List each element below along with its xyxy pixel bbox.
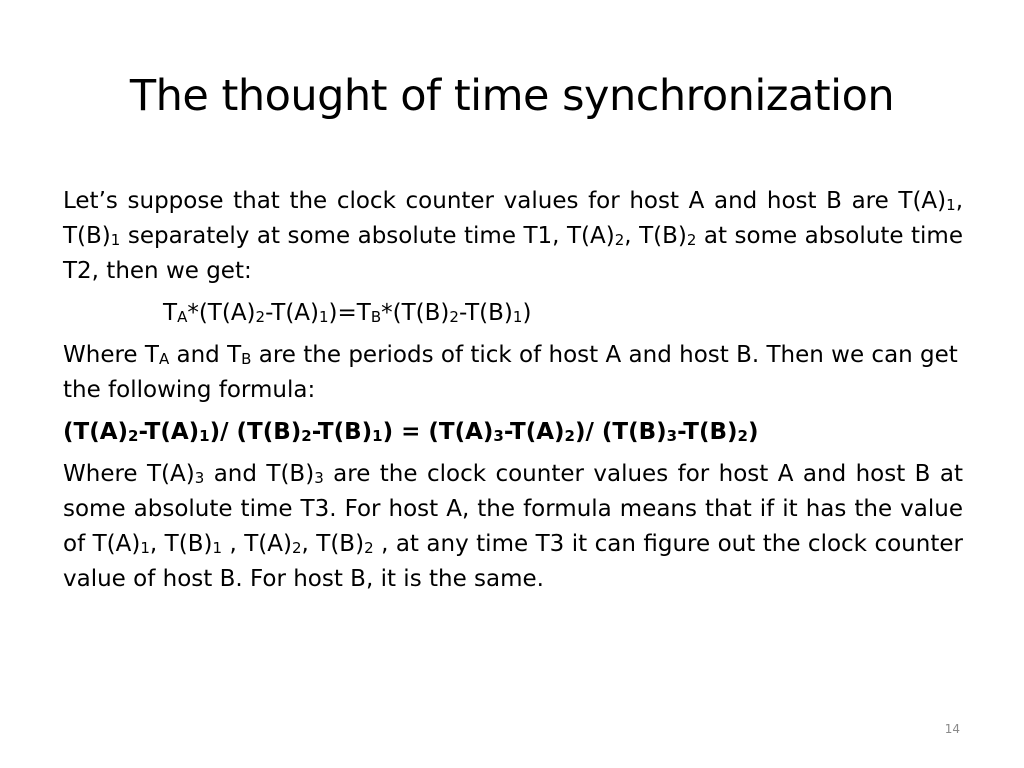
slide-title: The thought of time synchronization xyxy=(129,71,895,121)
subscript: 1 xyxy=(140,539,150,557)
subscript: 2 xyxy=(291,539,302,557)
text-run: , at any time T3 it can figure out the clock counter value of host B. For host B, it is the same. xyxy=(63,531,963,592)
text-run: -T(B) xyxy=(458,300,513,326)
paragraph-intro xyxy=(63,184,963,289)
subscript: 2 xyxy=(737,427,748,445)
text-run: -T(B) xyxy=(311,419,373,445)
subscript: 2 xyxy=(128,427,139,445)
subscript: 1 xyxy=(372,427,383,445)
text-run: -T(A) xyxy=(503,419,565,445)
text-run: )/ (T(B) xyxy=(574,419,667,445)
subscript: 2 xyxy=(364,539,374,557)
text-run: )=T xyxy=(328,300,371,326)
text-run: -T(B) xyxy=(677,419,738,445)
subscript: 2 xyxy=(614,231,625,249)
subscript: 2 xyxy=(686,231,697,249)
text-run: ) = (T(A) xyxy=(382,419,494,445)
subscript: 2 xyxy=(301,427,312,445)
subscript: B xyxy=(370,308,382,326)
subscript: 3 xyxy=(194,469,205,487)
formula-periods xyxy=(63,296,963,331)
subscript: 3 xyxy=(666,427,678,445)
text-run: , T(B) xyxy=(149,531,213,557)
text-run: T xyxy=(163,300,178,326)
subscript: B xyxy=(241,350,252,368)
subscript: A xyxy=(177,308,188,326)
subscript: 2 xyxy=(564,427,575,445)
subscript: 1 xyxy=(199,427,210,445)
text-run: and T(B) xyxy=(204,461,315,487)
subscript: 1 xyxy=(110,231,121,249)
subscript: 1 xyxy=(319,308,329,326)
text-run: -T(A) xyxy=(265,300,319,326)
text-run: separately at some absolute time T1, T(A) xyxy=(120,223,615,249)
page-number: 14 xyxy=(944,722,960,736)
paragraph-periods xyxy=(63,338,963,408)
text-run: Where T(A) xyxy=(63,461,195,487)
subscript: 3 xyxy=(493,427,504,445)
text-run: ) xyxy=(747,419,759,445)
subscript: 1 xyxy=(212,539,222,557)
subscript: 2 xyxy=(449,308,459,326)
text-run: are the periods of tick of host A and host B. Then we can get the following formula: xyxy=(63,342,958,403)
text-run: , T(A) xyxy=(222,531,292,557)
text-run: )/ (T(B) xyxy=(209,419,302,445)
text-run: Where T xyxy=(63,342,159,368)
slide-body xyxy=(63,184,963,597)
text-run: *(T(A) xyxy=(187,300,256,326)
text-run: (T(A) xyxy=(63,419,129,445)
paragraph-explanation xyxy=(63,457,963,597)
text-run: *(T(B) xyxy=(381,300,450,326)
text-run: Let’s suppose that the clock counter values for host A and host B are T(A) xyxy=(63,188,947,214)
text-run: , T(B) xyxy=(301,531,365,557)
text-run: , T(B) xyxy=(624,223,687,249)
subscript: 1 xyxy=(512,308,523,326)
text-run: , T(B) xyxy=(63,188,963,249)
text-run: are the clock counter values for host A and host B at some absolute time T3. For host A, the formula means that if it has the value of T(A) xyxy=(63,461,963,557)
subscript: 1 xyxy=(946,196,956,214)
text-run: ) xyxy=(522,300,532,326)
text-run: and T xyxy=(169,342,242,368)
formula-ratio xyxy=(63,415,963,450)
subscript: 3 xyxy=(314,469,324,487)
subscript: A xyxy=(158,350,170,368)
subscript: 2 xyxy=(255,308,266,326)
text-run: at some absolute time T2, then we get: xyxy=(63,223,963,284)
text-run: -T(A) xyxy=(138,419,200,445)
